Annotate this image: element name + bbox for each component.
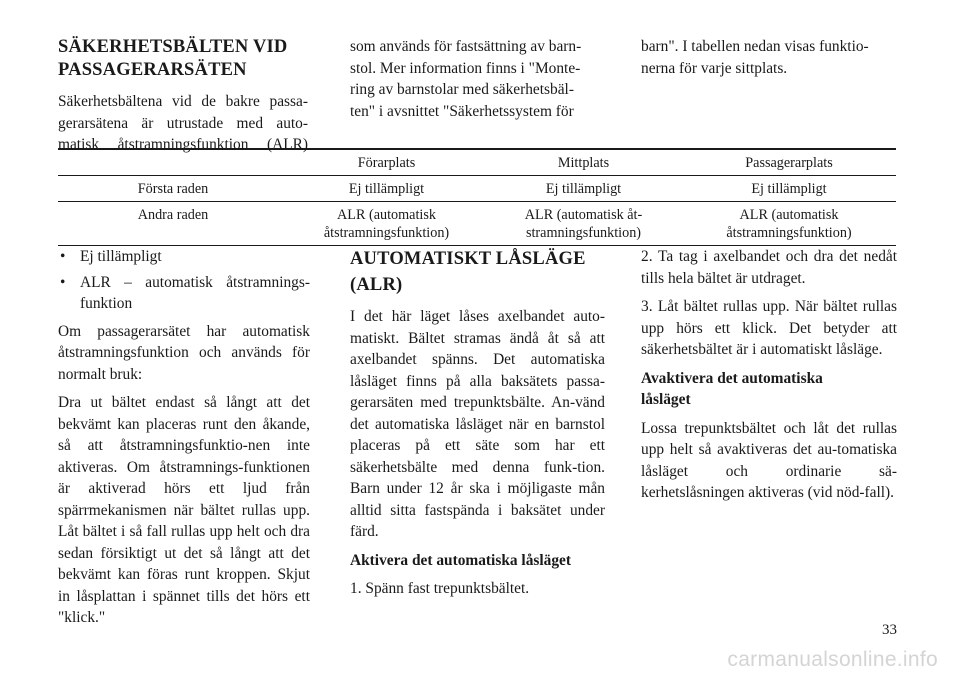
table-cell [682,202,896,246]
cell-line: åtstramningsfunktion) [726,225,852,241]
subheading [641,368,897,411]
paragraph: Lossa trepunktsbältet och låt det rullas upp helt så avaktiveras det au-tomatiska låsläget och ordinarie sä-kerhetslåsningen aktiveras (vid nöd-fall). [641,419,897,501]
table-header-cell: Mittplats [485,149,682,176]
column-3-top [641,36,897,79]
table-cell: Ej tillämpligt [682,176,896,202]
step-item: 3. Låt bältet rullas upp. När bältet rullas upp hörs ett klick. Det betyder att säkerhetsbältet är i automatiskt låsläge. [641,298,897,358]
paragraph: I det här läget låses axelbandet auto-matiskt. Bältet stramas ändå åt så att axelbandet spänns. Det automatiska låsläget finns på alla baksätets passa-gerarsäten med trepunktsbälte. An-vänd det automatiska låsläget när en barnstol placeras på ett säte som har ett säkerhetsbälte med denna funk-tion. Barn under 12 år ska i möjligaste mån alltid sitta fastspända i baksätet under färd. [350,308,605,540]
step-item: 1. Spänn fast trepunktsbältet. [350,580,530,597]
cell-line: ALR (automatisk [739,207,839,223]
bullet-icon: • [60,248,66,265]
paragraph: Om passagerarsätet har automatisk åtstramningsfunktion och används för normalt bruk: [58,322,310,383]
page-number: 33 [882,622,897,638]
column-2-top [350,36,606,122]
text-line: som används för fastsättning av barn- [350,38,582,55]
table-cell: Ej tillämpligt [485,176,682,202]
seat-function-table [58,148,896,246]
cell-line: åtstramningsfunktion) [323,225,450,241]
table-row [58,176,896,202]
paragraph: Dra ut bältet endast så långt att det bekvämt kan placeras runt den åkande, så att åtstramningsfunktio-nen inte aktiveras. Om åtstramnings-funktionen är aktiverad hörs ett ljud från spärrmekanismen när bältet rullas upp. Låt bältet i så fall rullas upp helt och dra sedan försiktigt ut det så långt att det bekvämt kan föras runt kroppen. Skjut in låsplattan i spännet tills det hörs ett "klick." [58,394,310,626]
title-line-2: (ALR) [350,275,403,295]
table-header-cell: Förarplats [288,149,485,176]
table-header-cell [58,149,288,176]
list-item [58,272,310,315]
cell-line: stramningsfunktion) [525,225,642,241]
subheading-line: Avaktivera det automatiska [641,369,823,387]
text-line: ten" i avsnittet "Säkerhetssystem för [350,102,574,120]
title-line-1: AUTOMATISKT LÅSLÄGE [350,249,586,269]
table-header-cell: Passagerarplats [682,149,896,176]
subheading-line: låsläget [641,391,691,408]
legend-list [58,246,310,315]
cell-line: ALR (automatisk [337,207,436,223]
column-1-body [58,246,310,636]
section-title-alr [350,246,605,298]
column-1-top [58,36,308,156]
bullet-icon: • [60,273,66,291]
column-2-body [350,246,605,607]
title-line-1: SÄKERHETSBÄLTEN VID [58,37,288,57]
step-item: 2. Ta tag i axelbandet och dra det nedåt tills hela bältet är utdraget. [641,248,897,287]
subheading: Aktivera det automatiska låsläget [350,551,572,569]
legend-text: ALR – automatisk åtstramnings-funktion [80,273,310,312]
column-3-body [641,246,897,511]
text-line: nerna för varje sittplats. [641,59,788,77]
intro-paragraph-part1 [58,91,308,156]
watermark: carmanualsonline.info [727,648,938,671]
title-line-2: PASSAGERARSÄTEN [58,60,247,80]
list-item [58,246,310,268]
text-line: gerarsätena är utrustade med auto- [58,114,308,132]
table-header-row [58,149,896,176]
legend-text: Ej tillämpligt [80,248,162,265]
text-line: matisk åtstramningsfunktion (ALR) [58,136,308,153]
table-row [58,202,896,246]
cell-line: ALR (automatisk åt- [524,207,643,223]
text-line: ring av barnstolar med säkerhetsbäl- [350,81,574,98]
section-title-seatbelts [58,36,308,82]
text-line: stol. Mer information finns i "Monte- [350,59,581,77]
table-cell [485,202,682,246]
text-line: Säkerhetsbältena vid de bakre passa- [58,93,308,110]
table-cell [288,202,485,246]
text-line: barn". I tabellen nedan visas funktio- [641,38,869,55]
table-cell: Första raden [58,176,288,202]
table-cell: Andra raden [58,202,288,246]
table-cell: Ej tillämpligt [288,176,485,202]
